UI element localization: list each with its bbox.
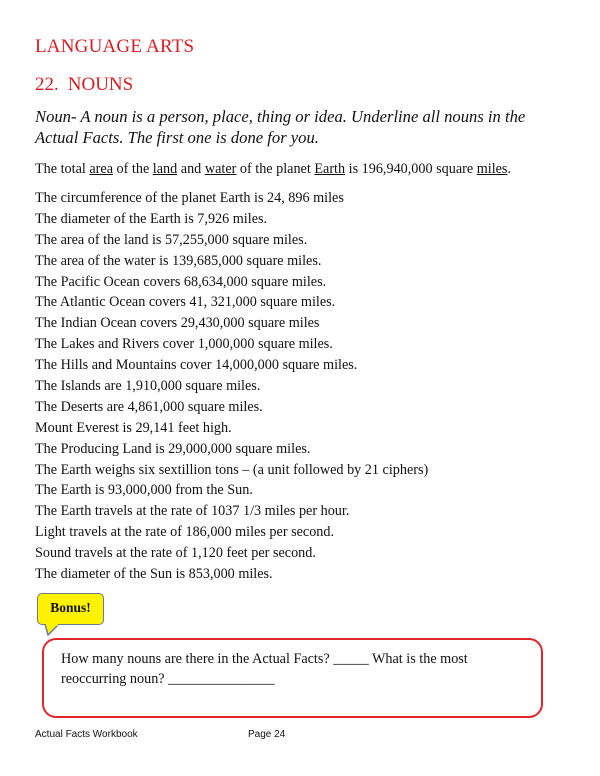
fact-line: The Producing Land is 29,000,000 square miles.: [35, 440, 311, 457]
fact-line: The Pacific Ocean covers 68,634,000 square miles.: [35, 273, 327, 290]
underlined-noun: water: [204, 161, 237, 177]
fact-line: The diameter of the Earth is 7,926 miles.: [35, 210, 268, 227]
lesson-title: NOUNS: [67, 74, 134, 95]
bonus-callout: Bonus!: [37, 593, 104, 625]
facts-list: [35, 188, 428, 585]
fact-line: The area of the water is 139,685,000 square miles.: [35, 252, 322, 269]
fact-line: The Indian Ocean covers 29,430,000 square miles: [35, 315, 320, 332]
underlined-noun: area: [89, 161, 113, 177]
bonus-callout-tail: [44, 624, 60, 636]
instructions-text: Noun- A noun is a person, place, thing or idea. Underline all nouns in the Actual Facts. The first one is done for you.: [35, 107, 526, 147]
example-sentence: [35, 161, 511, 178]
bonus-question-box: [42, 638, 543, 718]
fact-line: Sound travels at the rate of 1,120 feet per second.: [35, 545, 316, 562]
fact-line: Mount Everest is 29,141 feet high.: [35, 419, 232, 436]
example-text: is 196,940,000 square: [345, 161, 477, 177]
fact-line: The diameter of the Sun is 853,000 miles.: [35, 566, 273, 583]
fact-line: The Earth is 93,000,000 from the Sun.: [35, 482, 253, 499]
lesson-number: 22.: [35, 74, 59, 95]
lesson-heading: [35, 74, 133, 96]
bonus-question: How many nouns are there in the Actual Facts? _____ What is the most reoccurring noun? _______________: [61, 651, 468, 687]
footer-page-number: Page 24: [248, 729, 286, 740]
fact-line: The area of the land is 57,255,000 square miles.: [35, 231, 308, 248]
underlined-noun: miles: [476, 161, 508, 177]
fact-line: The Lakes and Rivers cover 1,000,000 square miles.: [35, 336, 333, 353]
fact-line: The Atlantic Ocean covers 41, 321,000 square miles.: [35, 294, 336, 311]
example-text: .: [507, 161, 512, 177]
fact-line: The Islands are 1,910,000 square miles.: [35, 378, 261, 395]
subject-heading: LANGUAGE ARTS: [35, 36, 195, 57]
fact-line: The Hills and Mountains cover 14,000,000 square miles.: [35, 357, 358, 374]
fact-line: The Earth travels at the rate of 1037 1/3 miles per hour.: [35, 503, 350, 520]
example-text: of the: [113, 161, 153, 177]
fact-line: The Earth weighs six sextillion tons – (a unit followed by 21 ciphers): [35, 461, 429, 478]
fact-line: The circumference of the planet Earth is 24, 896 miles: [35, 190, 344, 206]
underlined-noun: land: [152, 161, 178, 177]
fact-line: The Deserts are 4,861,000 square miles.: [35, 398, 263, 415]
underlined-noun: Earth: [314, 161, 346, 177]
fact-line: Light travels at the rate of 186,000 miles per second.: [35, 524, 335, 541]
footer-title: Actual Facts Workbook: [35, 729, 138, 740]
example-text: The total: [35, 161, 90, 177]
example-text: of the planet: [236, 161, 315, 177]
example-text: and: [177, 161, 205, 177]
